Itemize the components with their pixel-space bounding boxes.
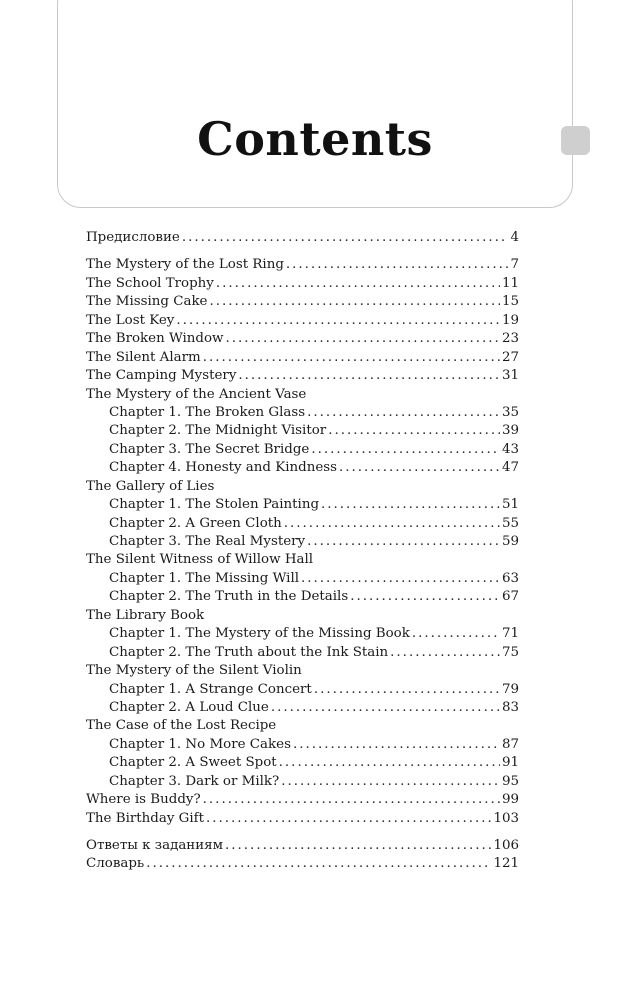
- toc-chapter-entry[interactable]: [86, 681, 519, 699]
- toc-entry-title: Chapter 1. A Strange Concert: [109, 681, 312, 697]
- dot-leader: [226, 330, 500, 348]
- toc-entry-title: The Lost Key: [86, 312, 175, 328]
- page-title: Contents: [197, 112, 433, 166]
- dot-leader: [281, 773, 500, 791]
- toc-chapter-entry[interactable]: [86, 441, 519, 459]
- section-gap: [86, 828, 519, 837]
- toc-entry-title: The Birthday Gift: [86, 810, 204, 826]
- toc-entry-title: Chapter 2. The Truth about the Ink Stain: [109, 644, 389, 660]
- toc-entry-title: The Mystery of the Ancient Vase: [86, 386, 307, 402]
- toc-chapter-entry[interactable]: [86, 533, 519, 551]
- table-of-contents: [86, 229, 519, 874]
- toc-page-number: 75: [501, 644, 519, 660]
- toc-story-heading[interactable]: [86, 607, 519, 625]
- toc-entry[interactable]: [86, 312, 519, 330]
- toc-story-heading[interactable]: [86, 478, 519, 496]
- toc-page-number: 7: [510, 257, 519, 273]
- toc-chapter-entry[interactable]: [86, 773, 519, 791]
- dot-leader: [314, 681, 500, 699]
- toc-entry[interactable]: [86, 855, 519, 873]
- toc-page-number: 83: [501, 699, 519, 715]
- toc-chapter-entry[interactable]: [86, 459, 519, 477]
- toc-entry-title: Chapter 1. The Broken Glass: [109, 404, 306, 420]
- toc-page-number: 95: [501, 773, 519, 789]
- toc-page-number: 27: [501, 349, 519, 365]
- toc-entry-title: Chapter 3. Dark or Milk?: [109, 773, 280, 789]
- toc-entry-title: Chapter 3. The Real Mystery: [109, 534, 306, 549]
- toc-chapter-entry[interactable]: [86, 754, 519, 772]
- toc-page-number: 23: [501, 331, 519, 347]
- toc-page-number: 15: [501, 294, 519, 310]
- toc-chapter-entry[interactable]: [86, 496, 519, 514]
- toc-page-number: 11: [501, 275, 519, 291]
- toc-entry-title: Chapter 3. The Secret Bridge: [109, 441, 310, 457]
- toc-entry-title: Ответы к заданиям: [86, 838, 224, 853]
- toc-page-number: 71: [501, 626, 519, 642]
- toc-chapter-entry[interactable]: [86, 736, 519, 754]
- toc-entry[interactable]: [86, 330, 519, 348]
- toc-page-number: 55: [501, 515, 519, 531]
- toc-entry-title: Chapter 1. The Stolen Painting: [109, 497, 320, 513]
- toc-entry-title: The Library Book: [86, 607, 205, 623]
- toc-entry[interactable]: [86, 367, 519, 385]
- toc-entry[interactable]: [86, 293, 519, 311]
- toc-entry-title: Where is Buddy?: [86, 792, 201, 808]
- toc-entry-title: The Case of the Lost Recipe: [86, 718, 277, 734]
- toc-entry[interactable]: [86, 791, 519, 809]
- title-box: [57, 0, 573, 208]
- toc-entry-title: Chapter 2. The Midnight Visitor: [109, 423, 327, 439]
- toc-page-number: 35: [501, 404, 519, 420]
- toc-story-heading[interactable]: [86, 386, 519, 404]
- dot-leader: [286, 256, 509, 274]
- toc-entry-title: The Gallery of Lies: [86, 478, 215, 494]
- toc-entry-title: The Mystery of the Lost Ring: [86, 257, 284, 273]
- dot-leader: [176, 312, 500, 330]
- toc-page-number: 51: [501, 497, 519, 513]
- toc-chapter-entry[interactable]: [86, 588, 519, 606]
- dot-leader: [203, 349, 500, 367]
- dot-leader: [293, 736, 500, 754]
- dot-leader: [301, 570, 500, 588]
- toc-page-number: 103: [493, 810, 519, 826]
- toc-page-number: 31: [501, 368, 519, 384]
- dot-leader: [307, 404, 500, 422]
- toc-story-heading[interactable]: [86, 717, 519, 735]
- toc-entry-title: Chapter 1. The Mystery of the Missing Book: [109, 626, 410, 642]
- dot-leader: [225, 837, 491, 855]
- toc-entry[interactable]: [86, 275, 519, 293]
- toc-page-number: 4: [510, 230, 519, 245]
- toc-entry-title: The Mystery of the Silent Violin: [86, 663, 302, 679]
- toc-page-number: 106: [493, 838, 519, 853]
- toc-main-section: [86, 256, 519, 828]
- toc-page-number: 99: [501, 792, 519, 808]
- toc-back-section: [86, 837, 519, 874]
- toc-entry-title: The School Trophy: [86, 275, 214, 291]
- toc-page-number: 39: [501, 423, 519, 439]
- toc-entry-title: Chapter 2. The Truth in the Details: [109, 589, 349, 605]
- toc-page-number: 19: [501, 312, 519, 328]
- toc-entry[interactable]: [86, 256, 519, 274]
- toc-front-section: [86, 229, 519, 247]
- toc-chapter-entry[interactable]: [86, 625, 519, 643]
- toc-entry[interactable]: [86, 810, 519, 828]
- toc-page-number: 79: [501, 681, 519, 697]
- toc-story-heading[interactable]: [86, 551, 519, 569]
- toc-entry-title: The Camping Mystery: [86, 368, 237, 384]
- dot-leader: [182, 229, 509, 247]
- dot-leader: [279, 754, 500, 772]
- dot-leader: [216, 275, 500, 293]
- toc-entry-title: The Broken Window: [86, 331, 224, 347]
- toc-entry-title: The Silent Alarm: [86, 349, 201, 365]
- dot-leader: [146, 855, 491, 873]
- toc-entry[interactable]: [86, 229, 519, 247]
- page-tab-marker: [561, 126, 590, 155]
- toc-entry-title: Словарь: [86, 856, 145, 872]
- toc-chapter-entry[interactable]: [86, 644, 519, 662]
- dot-leader: [307, 533, 500, 551]
- toc-page-number: 47: [501, 460, 519, 476]
- toc-chapter-entry[interactable]: [86, 515, 519, 533]
- toc-entry-title: Chapter 1. No More Cakes: [109, 736, 291, 752]
- toc-entry[interactable]: [86, 349, 519, 367]
- toc-page-number: 43: [501, 441, 519, 457]
- dot-leader: [311, 441, 500, 459]
- toc-entry-title: Chapter 2. A Green Cloth: [109, 515, 282, 531]
- toc-chapter-entry[interactable]: [86, 699, 519, 717]
- toc-entry-title: The Silent Witness of Willow Hall: [86, 552, 314, 568]
- toc-chapter-entry[interactable]: [86, 570, 519, 588]
- toc-page-number: 67: [501, 589, 519, 605]
- toc-page-number: 59: [501, 534, 519, 549]
- section-gap: [86, 247, 519, 256]
- toc-entry[interactable]: [86, 837, 519, 855]
- toc-entry-title: Chapter 2. A Loud Clue: [109, 699, 269, 715]
- dot-leader: [412, 625, 500, 643]
- toc-story-heading[interactable]: [86, 662, 519, 680]
- toc-chapter-entry[interactable]: [86, 404, 519, 422]
- toc-entry-title: Chapter 4. Honesty and Kindness: [109, 460, 337, 476]
- dot-leader: [390, 644, 500, 662]
- dot-leader: [206, 810, 491, 828]
- dot-leader: [203, 791, 500, 809]
- dot-leader: [350, 588, 500, 606]
- toc-page-number: 91: [501, 755, 519, 771]
- toc-entry-title: Chapter 1. The Missing Will: [109, 570, 300, 586]
- toc-entry-title: The Missing Cake: [86, 294, 208, 310]
- dot-leader: [284, 515, 500, 533]
- toc-chapter-entry[interactable]: [86, 422, 519, 440]
- dot-leader: [328, 422, 500, 440]
- toc-page-number: 121: [493, 856, 519, 872]
- toc-entry-title: Предисловие: [86, 230, 180, 245]
- toc-page-number: 63: [501, 570, 519, 586]
- dot-leader: [321, 496, 500, 514]
- toc-entry-title: Chapter 2. A Sweet Spot: [109, 755, 277, 771]
- dot-leader: [339, 459, 500, 477]
- dot-leader: [271, 699, 500, 717]
- dot-leader: [209, 293, 499, 311]
- toc-page-number: 87: [501, 736, 519, 752]
- dot-leader: [238, 367, 500, 385]
